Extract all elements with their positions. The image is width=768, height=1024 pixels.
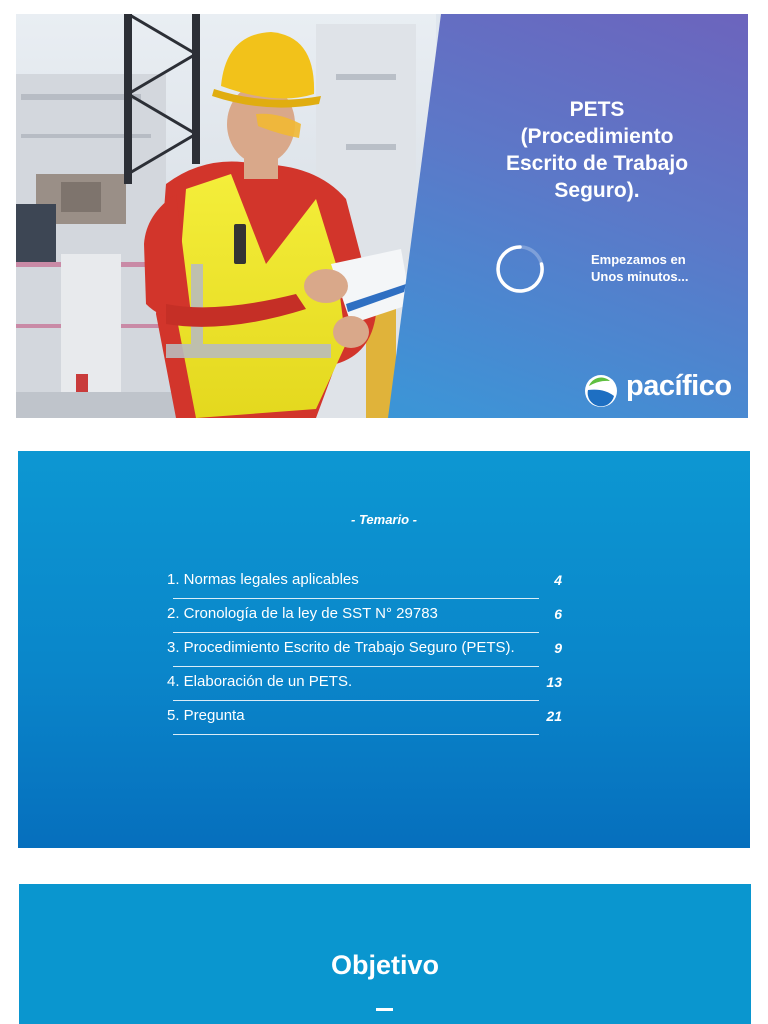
logo-wordmark: pacífico [626, 370, 732, 402]
agenda-item-label: 3. Procedimiento Escrito de Trabajo Seguro (PETS). [167, 639, 515, 656]
agenda-item-page: 6 [554, 606, 562, 622]
agenda-item-page: 13 [546, 674, 562, 690]
agenda-heading: - Temario - [351, 512, 417, 527]
agenda-list [167, 569, 562, 739]
agenda-item [167, 569, 562, 603]
agenda-item [167, 705, 562, 739]
agenda-divider [173, 666, 539, 667]
agenda-item-label: 4. Elaboración de un PETS. [167, 673, 353, 690]
title-slide [16, 14, 748, 418]
loading-spinner-icon [494, 243, 546, 295]
agenda-divider [173, 632, 539, 633]
presentation-title [486, 96, 708, 204]
waiting-message [591, 251, 689, 285]
pacifico-logo-icon [584, 374, 618, 408]
status-line: Unos minutos... [591, 269, 689, 284]
title-line: Escrito de Trabajo [505, 152, 689, 175]
agenda-item-page: 4 [554, 572, 562, 588]
agenda-divider [173, 598, 539, 599]
objective-title: Objetivo [330, 950, 439, 980]
agenda-item-page: 9 [554, 640, 562, 656]
agenda-slide [18, 451, 750, 848]
objective-slide [19, 884, 751, 1024]
construction-worker-photo [16, 14, 436, 418]
title-line: PETS [569, 98, 625, 121]
title-underline [376, 1008, 393, 1011]
agenda-item-label: 2. Cronología de la ley de SST N° 29783 [167, 605, 438, 622]
agenda-item-label: 5. Pregunta [167, 707, 245, 724]
agenda-item-label: 1. Normas legales aplicables [167, 571, 359, 588]
agenda-item-page: 21 [546, 708, 562, 724]
agenda-item [167, 637, 562, 671]
agenda-divider [173, 734, 539, 735]
agenda-item [167, 603, 562, 637]
status-line: Empezamos en [591, 252, 686, 267]
title-line: (Procedimiento [520, 125, 674, 148]
title-line: Seguro). [554, 179, 640, 202]
agenda-item [167, 671, 562, 705]
agenda-divider [173, 700, 539, 701]
